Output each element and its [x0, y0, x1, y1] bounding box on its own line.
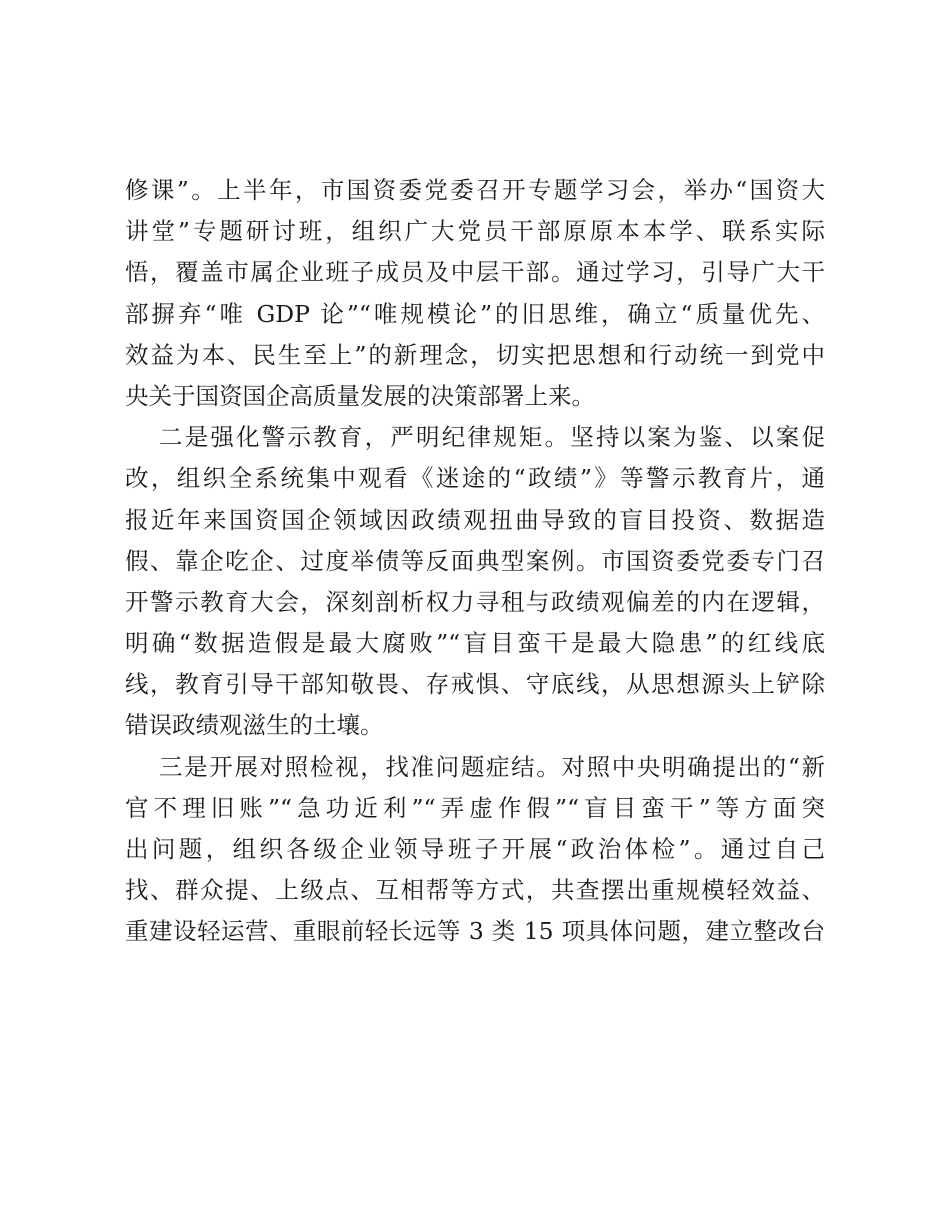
text-line: 报近年来国资国企领域因政绩观扭曲导致的盲目投资、数据造 — [125, 505, 825, 534]
text-line: 重建设轻运营、重眼前轻长远等 3 类 15 项具体问题，建立整改台 — [125, 917, 825, 946]
text-line: 官不理旧账”“急功近利”“弄虚作假”“盲目蛮干”等方面突 — [125, 793, 825, 822]
text-line: 明确“数据造假是最大腐败”“盲目蛮干是最大隐患”的红线底 — [125, 629, 825, 658]
text-line: 效益为本、民生至上”的新理念，切实把思想和行动统一到党中 — [125, 340, 825, 369]
text-line: 二是强化警示教育，严明纪律规矩。坚持以案为鉴、以案促 — [159, 423, 825, 452]
text-line: 出问题，组织各级企业领导班子开展“政治体检”。通过自己 — [125, 835, 825, 863]
text-line: 找、群众提、上级点、互相帮等方式，共查摆出重规模轻效益、 — [125, 876, 825, 905]
text-line: 假、靠企吃企、过度举债等反面典型案例。市国资委党委专门召 — [125, 546, 825, 575]
text-line: 修课”。上半年，市国资委党委召开专题学习会，举办“国资大 — [125, 176, 825, 204]
text-line: 改，组织全系统集中观看《迷途的“政绩”》等警示教育片，通 — [125, 464, 825, 493]
text-line: 央关于国资国企高质量发展的决策部署上来。 — [125, 381, 595, 410]
text-line: 三是开展对照检视，找准问题症结。对照中央明确提出的“新 — [159, 752, 825, 781]
text-line: 线，教育引导干部知敬畏、存戒惧、守底线，从思想源头上铲除 — [125, 670, 825, 699]
text-line: 讲堂”专题研讨班，组织广大党员干部原原本本学、联系实际 — [125, 217, 825, 246]
text-line: 部摒弃“唯 GDP 论”“唯规模论”的旧思维，确立“质量优先、 — [125, 299, 825, 328]
body-text — [125, 170, 825, 953]
text-line: 错误政绩观滋生的土壤。 — [125, 711, 384, 740]
text-line: 悟，覆盖市属企业班子成员及中层干部。通过学习，引导广大干 — [125, 258, 825, 287]
text-line: 开警示教育大会，深刻剖析权力寻租与政绩观偏差的内在逻辑， — [125, 587, 825, 616]
